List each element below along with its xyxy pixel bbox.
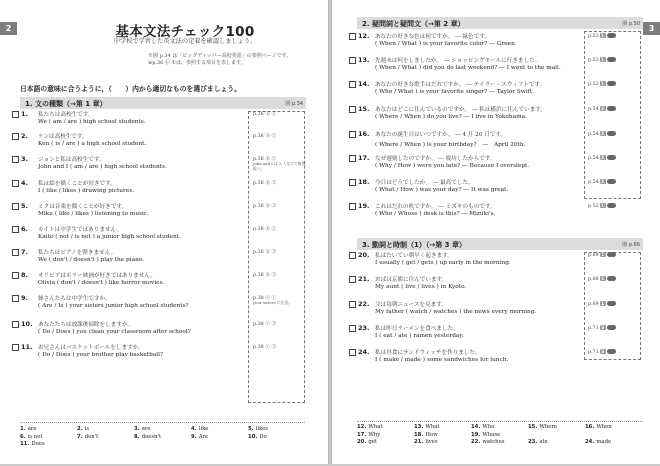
section-title: 2. 疑問詞と疑問文（→第 2 章）: [362, 19, 465, 28]
question-number: 11.: [21, 343, 33, 351]
reference-page: [588, 57, 616, 63]
level-pill-icon: [607, 131, 616, 136]
question-item: [349, 130, 649, 150]
answer-number: 13.: [414, 424, 424, 430]
answer-value: lives: [425, 439, 438, 445]
reference-page: [588, 252, 616, 258]
checkbox[interactable]: [349, 131, 356, 138]
answer-entry: [20, 426, 37, 432]
checkbox[interactable]: [349, 57, 356, 64]
english-sentence: ( What / How ) was your day? ― It was great.: [375, 187, 509, 193]
level-pill-icon: [607, 106, 616, 111]
right-page: [331, 0, 660, 464]
checkbox[interactable]: [349, 81, 356, 88]
answer-value: is not: [27, 433, 43, 440]
answer-number: 7.: [77, 433, 83, 440]
level-pill-icon: [607, 33, 616, 38]
question-item: [349, 56, 649, 76]
checkbox[interactable]: [12, 272, 19, 279]
english-sentence: ( Where / When ) is your birthday? ― April 20th.: [375, 142, 526, 148]
japanese-sentence: ジョンと私は高校生です。: [38, 157, 105, 163]
section-badge: 1: [601, 203, 604, 208]
answer-entry: [585, 439, 611, 445]
answer-number: 5.: [248, 426, 254, 432]
reference-page-text: p.69: [588, 253, 599, 258]
answer-value: made: [596, 439, 612, 445]
question-item: [12, 320, 312, 340]
question-number: 3.: [21, 155, 28, 163]
english-sentence: ( Where / When ) do you live? ― I live in Yokohama.: [375, 114, 527, 120]
answer-value: Do: [259, 433, 267, 440]
reference-page: p.36 ⓑ ②: [253, 204, 277, 209]
level-pill-icon: [607, 155, 616, 160]
answer-divider: [20, 422, 305, 423]
question-number: 23.: [358, 324, 370, 332]
checkbox[interactable]: [12, 133, 19, 140]
english-sentence: ( Who / What ) is your favorite singer? ― Taylor Swift.: [375, 89, 535, 95]
reference-page: [588, 106, 616, 112]
answer-entry: [414, 439, 438, 445]
checkbox[interactable]: [12, 295, 19, 302]
checkbox[interactable]: [12, 226, 19, 233]
answer-entry: [414, 424, 440, 430]
reference-page: [588, 131, 616, 137]
section-ref: 圏 p.50: [622, 20, 640, 27]
reference-page: [588, 155, 616, 161]
japanese-sentence: なぜ遅刻したのですか。 ― 寝坊したからです。: [375, 156, 496, 162]
section-ref: 圏 p.66: [622, 241, 640, 248]
japanese-sentence: 私は絵を描くことが好きです。: [38, 181, 116, 187]
english-sentence: I ( eat / ate ) ramen yesterday.: [375, 333, 464, 339]
checkbox[interactable]: [12, 321, 19, 328]
question-number: 18.: [358, 178, 370, 186]
japanese-sentence: 姉さんたちは中学生ですか。: [38, 296, 111, 302]
answer-entry: [191, 434, 208, 440]
english-sentence: ( When / What ) did you do last weekend? ― I went to the mall.: [375, 65, 561, 71]
question-number: 15.: [358, 105, 370, 113]
japanese-sentence: 私たちは高校生です。: [38, 112, 94, 118]
answer-value: like: [198, 426, 209, 432]
answer-number: 17.: [357, 431, 367, 438]
answer-value: are: [27, 426, 37, 432]
english-sentence: ( Why / How ) were you late? ― Because I overslept.: [375, 163, 530, 169]
english-sentence: Ken ( is / are ) a high school student.: [38, 141, 147, 147]
page-title: 基本文法チェック100: [115, 24, 255, 40]
answer-entry: [471, 439, 504, 445]
answer-entry: [357, 432, 380, 438]
section-badge: 1: [601, 81, 604, 86]
reference-page: p.36 ⓑ ②: [253, 181, 277, 186]
answer-value: ate: [539, 439, 548, 445]
japanese-sentence: あなたたちは放課後掃除をしますか。: [38, 322, 134, 328]
section-title: 3. 動詞と時制（1）（→第 3 章）: [362, 240, 466, 249]
instruction-text: 日本語の意味に合うように，（ ）内から適切なものを選びましょう。: [20, 85, 241, 93]
question-item: [349, 324, 649, 344]
reference-page-text: p.71: [588, 350, 599, 355]
answer-number: 12.: [357, 424, 367, 430]
answer-number: 11.: [20, 441, 30, 447]
answer-value: When: [596, 424, 612, 430]
checkbox[interactable]: [12, 249, 19, 256]
japanese-sentence: 先週末は何をしましたか。 ― ショッピングモールに行きました。: [375, 58, 541, 64]
english-sentence: Olivia ( don't / doesn't ) like horror movies.: [38, 280, 165, 286]
reference-note: ※圏 p.34 は「ビッグディッパー高校英語」の参照ページです。: [148, 53, 292, 59]
level-pill-icon: [607, 57, 616, 62]
answer-value: Where: [539, 424, 558, 430]
question-item: [12, 132, 312, 152]
question-number: 7.: [21, 248, 28, 256]
answer-divider: [357, 421, 643, 422]
page-number: 2: [0, 22, 17, 35]
question-item: [12, 225, 312, 245]
answer-number: 14.: [471, 424, 481, 430]
section-badge: 1: [601, 57, 604, 62]
answer-value: don't: [84, 433, 99, 440]
reference-page: p.38 ⓒ ②: [253, 345, 277, 350]
japanese-sentence: これはだれの机ですか。 ― ミズキのものです。: [375, 204, 496, 210]
english-sentence: We ( don't / doesn't ) play the piano.: [38, 257, 145, 263]
question-item: [12, 248, 312, 268]
level-pill-icon: [607, 276, 616, 281]
section-badge: 1: [601, 252, 604, 257]
section-badge: 1: [601, 33, 604, 38]
left-page: [0, 0, 329, 464]
checkbox[interactable]: [349, 325, 356, 332]
question-number: 13.: [358, 56, 370, 64]
checkbox[interactable]: [349, 106, 356, 113]
level-pill-icon: [607, 81, 616, 86]
japanese-sentence: あなたの好きな色は何ですか。 ― 緑色です。: [375, 34, 490, 40]
japanese-sentence: 今日はどうでしたか。 ― 最高でした。: [375, 180, 474, 186]
question-number: 22.: [358, 300, 370, 308]
checkbox[interactable]: [349, 301, 356, 308]
checkbox[interactable]: [349, 276, 356, 283]
japanese-sentence: 私は昨日ラーメンを食べました。: [375, 326, 459, 332]
question-item: [349, 154, 649, 174]
japanese-sentence: 私たちはピアノを弾きません。: [38, 250, 117, 256]
japanese-sentence: あなたの好きな歌手はだれですか。 ― テイラー・スウィフトです。: [375, 82, 546, 88]
answer-entry: [20, 441, 45, 447]
reference-page-text: p.69: [588, 302, 599, 307]
answer-entry: [77, 426, 89, 432]
answer-entry: [414, 432, 438, 438]
reference-note: ※p.36 ⓑ ①は、参照する項目を表します。: [148, 60, 246, 66]
answer-value: doesn't: [141, 433, 162, 440]
answer-value: Who: [482, 424, 495, 430]
answer-entry: [20, 434, 43, 440]
question-item: [12, 155, 312, 175]
answer-number: 16.: [585, 424, 595, 430]
japanese-sentence: 父は毎朝ニュースを見ます。: [375, 302, 447, 308]
answer-value: is: [84, 426, 90, 432]
reference-page: p.36 ⓑ ①: [253, 157, 277, 162]
reference-page-text: p.53: [588, 58, 599, 63]
question-number: 14.: [358, 80, 370, 88]
answer-number: 20.: [357, 439, 367, 445]
checkbox[interactable]: [349, 155, 356, 162]
japanese-sentence: 私はたいてい朝早く起きます。: [375, 253, 453, 259]
checkbox[interactable]: [349, 33, 356, 40]
reference-note: your sisters に注意。: [253, 300, 292, 305]
section-ref: 圏 p.34: [285, 100, 303, 107]
answer-entry: [357, 424, 383, 430]
answer-value: watches: [482, 439, 505, 445]
answer-number: 1.: [20, 426, 26, 432]
question-number: 12.: [358, 32, 370, 40]
answer-entry: [134, 426, 151, 432]
japanese-sentence: お兄さんはバスケットボールをしますか。: [38, 345, 144, 351]
reference-page: p.36 ⓑ ②: [253, 273, 277, 278]
english-sentence: I ( make / made ) some sandwiches for lunch.: [375, 357, 509, 363]
level-pill-icon: [607, 179, 616, 184]
level-pill-icon: [607, 301, 616, 306]
answer-number: 18.: [414, 431, 424, 438]
answer-number: 19.: [471, 431, 481, 438]
checkbox[interactable]: [349, 179, 356, 186]
level-pill-icon: [607, 325, 616, 330]
checkbox[interactable]: [12, 203, 19, 210]
japanese-sentence: ミクは音楽を聞くことが好きです。: [38, 204, 128, 210]
answer-value: get: [368, 439, 378, 445]
reference-page: [588, 81, 616, 87]
english-sentence: My father ( watch / watches ) the news every morning.: [375, 309, 537, 315]
english-sentence: Miku ( like / likes ) listening to music.: [38, 211, 149, 217]
answer-number: 6.: [20, 433, 26, 440]
question-item: [12, 110, 312, 130]
reference-page: p.36 ⓑ ①: [253, 112, 277, 117]
section-header: [20, 97, 306, 109]
answer-entry: [248, 426, 268, 432]
reference-page-text: p.54: [588, 156, 599, 161]
section-title: 1. 文の種類（→第 1 章）: [25, 99, 107, 108]
answer-number: 3.: [134, 426, 140, 432]
english-sentence: I ( like / likes ) drawing pictures.: [38, 188, 135, 194]
question-number: 6.: [21, 225, 28, 233]
question-item: [349, 202, 649, 222]
answer-value: are: [141, 426, 151, 432]
answer-number: 9.: [191, 433, 197, 440]
answer-value: What: [425, 424, 440, 430]
japanese-sentence: ケンは高校生です。: [38, 134, 88, 140]
question-number: 8.: [21, 271, 28, 279]
reference-page-text: p.71: [588, 326, 599, 331]
english-sentence: I usually ( get / gets ) up early in the morning.: [375, 260, 511, 266]
reference-page: p.36 ⓑ ①: [253, 134, 277, 139]
question-number: 1.: [21, 110, 28, 118]
checkbox[interactable]: [349, 349, 356, 356]
question-item: [349, 178, 649, 198]
reference-page: [588, 33, 616, 39]
section-badge: 3: [601, 349, 604, 354]
answer-number: 10.: [248, 433, 258, 440]
answer-entry: [585, 424, 612, 430]
japanese-sentence: あなたはどこに住んでいるのですか。 ― 私は横浜に住んでいます。: [375, 107, 546, 113]
answer-entry: [248, 434, 267, 440]
answer-entry: [471, 432, 500, 438]
answer-entry: [528, 424, 557, 430]
answer-number: 15.: [528, 424, 538, 430]
answer-value: Whose: [482, 431, 501, 438]
checkbox[interactable]: [12, 156, 19, 163]
reference-page: [588, 179, 616, 185]
answer-value: Are: [198, 433, 209, 440]
checkbox[interactable]: [12, 180, 19, 187]
question-item: [349, 251, 649, 271]
reference-page: [588, 203, 616, 209]
english-sentence: ( Who / Whose ) desk is this? ― Mizuki's.: [375, 211, 496, 217]
checkbox[interactable]: [12, 111, 19, 118]
reference-page: [588, 349, 616, 355]
answer-value: Does: [31, 441, 45, 447]
page-number: 3: [643, 22, 660, 35]
reference-page-text: p.54: [588, 180, 599, 185]
question-item: [12, 343, 312, 363]
reference-page: [588, 325, 616, 331]
question-item: [349, 275, 649, 295]
english-sentence: Kaito ( not / is not ) a junior high school student.: [38, 234, 181, 240]
level-pill-icon: [607, 252, 616, 257]
section-badge: 2: [601, 179, 604, 184]
section-badge: 2: [601, 106, 604, 111]
question-number: 2.: [21, 132, 28, 140]
reference-page-text: p.52: [588, 204, 599, 209]
japanese-sentence: おばは京都に住んでいます。: [375, 277, 448, 283]
section-badge: 2: [601, 155, 604, 160]
english-sentence: My aunt ( live / lives ) in Kyoto.: [375, 284, 467, 290]
answer-number: 22.: [471, 439, 481, 445]
question-number: 20.: [358, 251, 370, 259]
question-number: 21.: [358, 275, 370, 283]
japanese-sentence: あなたの誕生日はいつですか。 ― 4 月 20 日です。: [375, 132, 506, 138]
reference-page: [588, 276, 616, 282]
section-badge: 1: [601, 301, 604, 306]
reference-page-text: p.68: [588, 277, 599, 282]
question-number: 10.: [21, 320, 33, 328]
answer-entry: [357, 439, 377, 445]
question-number: 17.: [358, 154, 370, 162]
reference-page: p.36 ⓑ ②: [253, 250, 277, 255]
question-number: 5.: [21, 202, 28, 210]
question-item: [12, 271, 312, 291]
answer-number: 8.: [134, 433, 140, 440]
reference-page-text: p.54: [588, 107, 599, 112]
checkbox[interactable]: [12, 344, 19, 351]
reference-page: [588, 301, 616, 307]
section-badge: 1: [601, 276, 604, 281]
question-item: [12, 294, 312, 314]
japanese-sentence: カイトは中学生ではありません。: [38, 227, 123, 233]
checkbox[interactable]: [349, 203, 356, 210]
question-item: [349, 80, 649, 100]
page-subtitle: 中学校で学習した英文法の定着を確認しましょう。: [113, 38, 257, 45]
level-pill-icon: [607, 349, 616, 354]
level-pill-icon: [607, 203, 616, 208]
answer-number: 24.: [585, 439, 595, 445]
answer-entry: [77, 434, 98, 440]
answer-number: 4.: [191, 426, 197, 432]
reference-page-text: p.53: [588, 34, 599, 39]
reference-page-text: p.52: [588, 82, 599, 87]
english-sentence: We ( am / are ) high school students.: [38, 119, 146, 125]
question-number: 4.: [21, 179, 28, 187]
answer-value: Why: [368, 431, 381, 438]
answer-entry: [528, 439, 548, 445]
section-badge: 3: [601, 325, 604, 330]
english-sentence: ( Do / Does ) your brother play basketball?: [38, 352, 164, 358]
answer-number: 21.: [414, 439, 424, 445]
reference-page: p.36 ⓑ ①: [253, 227, 277, 232]
answer-entry: [134, 434, 161, 440]
question-number: 19.: [358, 202, 370, 210]
answer-value: What: [368, 424, 383, 430]
reference-page: p.38 ⓒ ②: [253, 322, 277, 327]
english-sentence: ( Do / Does ) you clean your classroom after school?: [38, 329, 191, 335]
question-item: [12, 179, 312, 199]
english-sentence: John and I ( am / are ) high school students.: [38, 164, 167, 170]
reference-page: p.38 ⓒ ①: [253, 296, 277, 301]
checkbox[interactable]: [349, 252, 356, 259]
question-item: [349, 348, 649, 368]
question-number: 16.: [358, 130, 370, 138]
question-item: [349, 32, 649, 52]
english-sentence: ( Are / Is ) your sisters junior high school students?: [38, 303, 189, 309]
reference-page-text: p.54: [588, 132, 599, 137]
reference-note: John and I は 2 人なので複数扱い。: [253, 161, 306, 171]
question-item: [349, 300, 649, 320]
answer-value: How: [425, 431, 438, 438]
japanese-sentence: 私は昼食にサンドウィッチを作りました。: [375, 350, 481, 356]
question-number: 9.: [21, 294, 28, 302]
answer-entry: [471, 424, 494, 430]
answer-number: 23.: [528, 439, 538, 445]
question-item: [349, 105, 649, 125]
answer-entry: [191, 426, 208, 432]
question-item: [12, 202, 312, 222]
answer-number: 2.: [77, 426, 83, 432]
section-header: [357, 17, 643, 29]
section-header: [357, 238, 643, 250]
question-number: 24.: [358, 348, 370, 356]
answer-value: likes: [255, 426, 269, 432]
japanese-sentence: オリビアはホラー映画が好きではありません。: [38, 273, 156, 279]
english-sentence: ( When / What ) is your favorite color? ― Green.: [375, 41, 517, 47]
section-badge: 2: [601, 131, 604, 136]
